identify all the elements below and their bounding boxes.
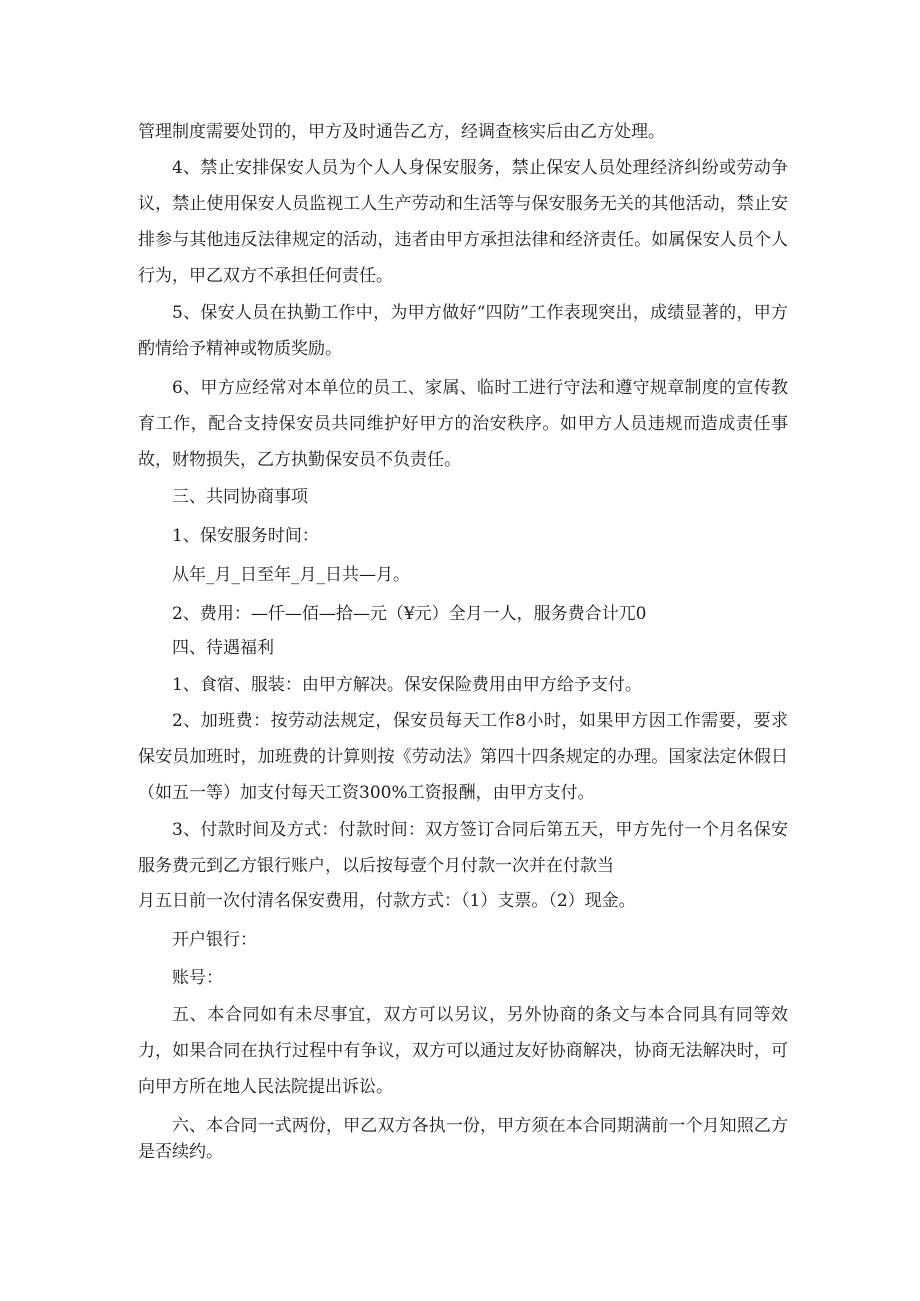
paragraph-clause-6: 6、甲方应经常对本单位的员工、家属、临时工进行守法和遵守规章制度的宣传教育工作，配合支持保安员共同维护好甲方的治安秩序。如甲方人员违规而造成责任事故，财物损失，乙方执勤保安员不负责任。 <box>138 378 788 470</box>
paragraph-clause-4: 4、禁止安排保安人员为个人人身保安服务，禁止保安人员处理经济纠纷或劳动争议，禁止使用保安人员监视工人生产劳动和生活等与保安服务无关的其他活动，禁止安排参与其他违反法律规定的活动，违者由甲方承担法律和经济责任。如属保安人员个人行为，甲乙双方不承担任何责任。 <box>138 158 788 286</box>
paragraph-payment-method: 月五日前一次付清名保安费用，付款方式：（1）支票。（2）现金。 <box>138 891 636 911</box>
paragraph-fees: 2、费用：—仟—佰—拾—元（¥元）全月一人，服务费合计兀0 <box>172 604 647 624</box>
field-bank: 开户银行： <box>172 930 257 950</box>
paragraph-service-time: 1、保安服务时间： <box>172 526 319 546</box>
section-heading-4: 四、待遇福利 <box>172 638 274 658</box>
section-heading-5: 五、本合同如有未尽事宜，双方可以另议，另外协商的条文与本合同具有同等效力，如果合同在执行过程中有争议，双方可以通过友好协商解决，协商无法解决时，可向甲方所在地人民法院提出诉讼。 <box>138 1005 788 1097</box>
paragraph-payment: 3、付款时间及方式：付款时间：双方签订合同后第五天，甲方先付一个月名保安服务费元到乙方银行账户，以后按每壹个月付款一次并在付款当 <box>138 820 788 876</box>
paragraph-clause-5: 5、保安人员在执勤工作中，为甲方做好“四防”工作表现突出，成绩显著的，甲方酌情给予精神或物质奖励。 <box>138 303 788 359</box>
paragraph-overtime: 2、加班费：按劳动法规定，保安员每天工作8小时，如果甲方因工作需要，要求保安员加班时，加班费的计算则按《劳动法》第四十四条规定的办理。国家法定休假日（如五一等）加支付每天工资300%工资报酬，由甲方支付。 <box>138 711 788 803</box>
paragraph-food-lodging: 1、食宿、服装：由甲方解决。保安保险费用由甲方给予支付。 <box>172 675 642 695</box>
section-heading-6: 六、本合同一式两份，甲乙双方各执一份，甲方须在本合同期满前一个月知照乙方是否续约。 <box>138 1116 788 1162</box>
section-heading-3: 三、共同协商事项 <box>172 487 308 507</box>
field-account: 账号： <box>172 968 223 988</box>
paragraph-date-range: 从年_月_日至年_月_日共—月。 <box>172 565 410 585</box>
paragraph-penalty-notice: 管理制度需要处罚的，甲方及时通告乙方，经调查核实后由乙方处理。 <box>138 122 665 142</box>
